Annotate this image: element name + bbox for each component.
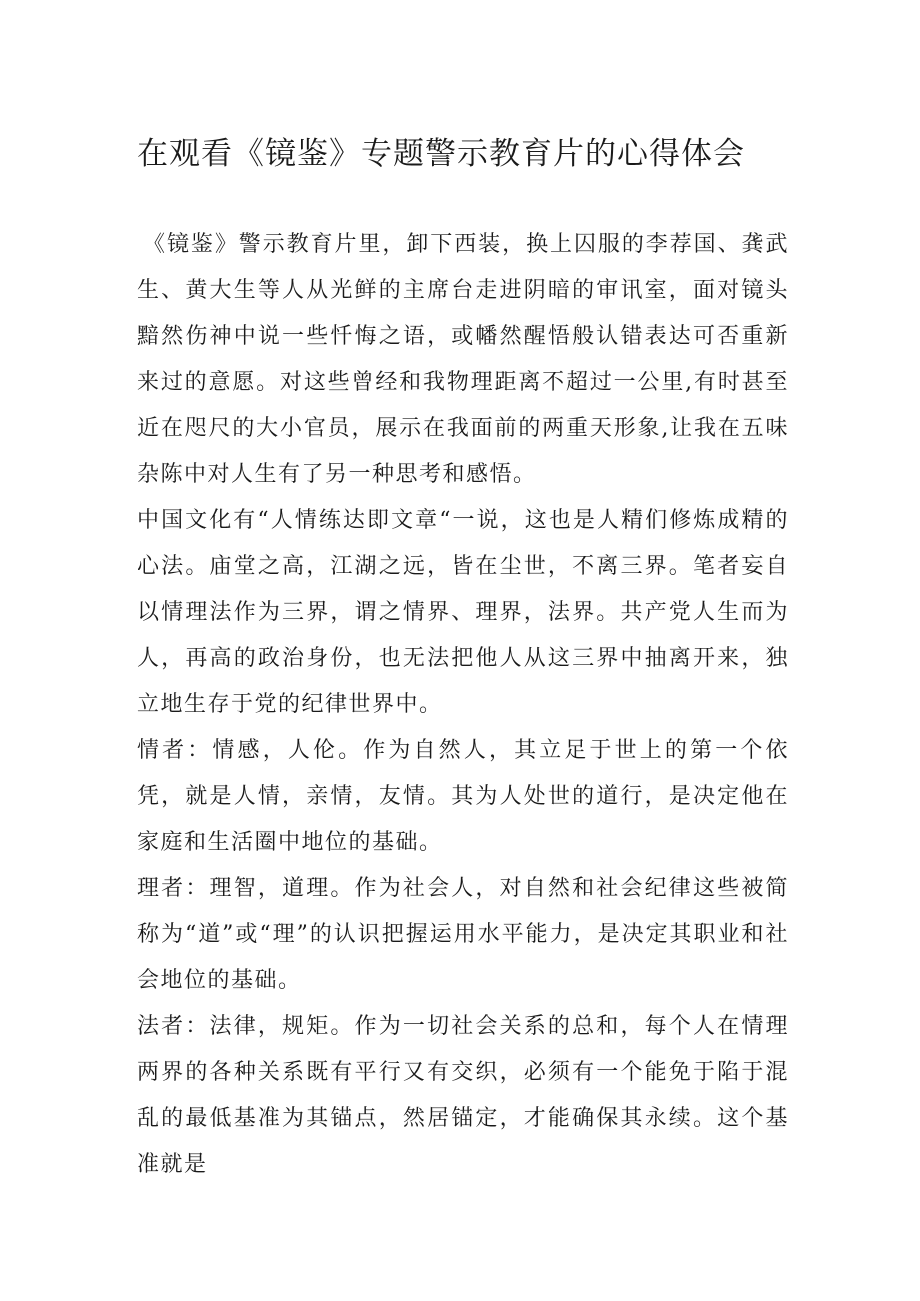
paragraph-intro: 《镜鉴》警示教育片里，卸下西装，换上囚服的李荐国、龚武生、黄大生等人从光鲜的主席台走进阴暗的审讯室，面对镜头黯然伤神中说一些忏悔之语，或幡然醒悟般认错表达可否重新来过的意愿。对这些曾经和我物理距离不超过一公里,有时甚至近在咫尺的大小官员，展示在我面前的两重天形象,让我在五味杂陈中对人生有了另一种思考和感悟。 [137,232,789,487]
document-title: 在观看《镜鉴》专题警示教育片的心得体会 [137,136,745,172]
paragraph-emotion: 情者：情感，人伦。作为自然人，其立足于世上的第一个依凭，就是人情，亲情，友情。其为人处世的道行，是决定他在家庭和生活圈中地位的基础。 [137,738,789,855]
paragraph-three-realms: 中国文化有“人情练达即文章“一说，这也是人精们修炼成精的心法。庙堂之高，江湖之远，皆在尘世，不离三界。笔者妄自以情理法作为三界，谓之情界、理界，法界。共产党人生而为人，再高的政治身份，也无法把他人从这三界中抽离开来，独立地生存于党的纪律世界中。 [137,508,789,717]
document-body [137,222,789,1188]
paragraph-reason: 理者：理智，道理。作为社会人，对自然和社会纪律这些被简称为“道”或“理”的认识把握运用水平能力，是决定其职业和社会地位的基础。 [137,876,789,993]
paragraph-law: 法者：法律，规矩。作为一切社会关系的总和，每个人在情理两界的各种关系既有平行又有交织，必须有一个能免于陷于混乱的最低基准为其锚点，然居锚定，才能确保其永续。这个基准就是 [137,1014,789,1177]
